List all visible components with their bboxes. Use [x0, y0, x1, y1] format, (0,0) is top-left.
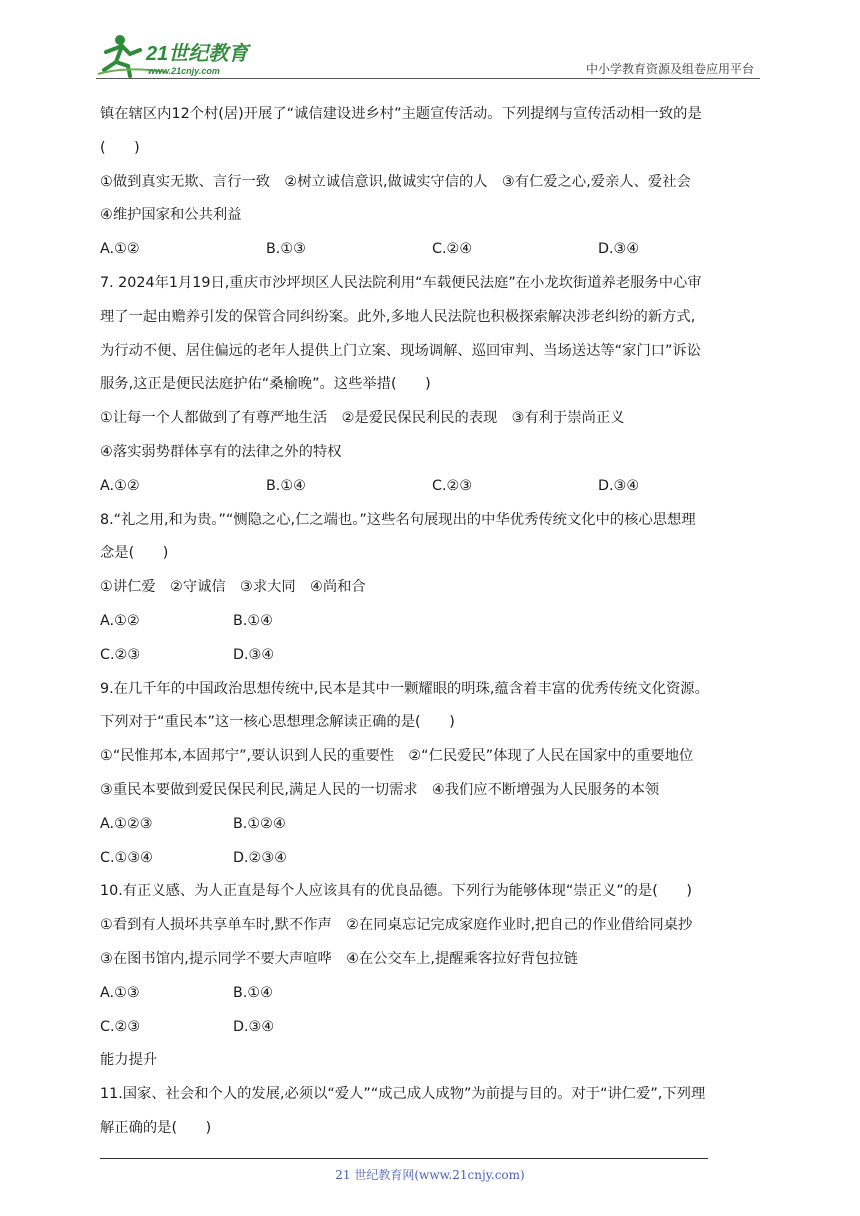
answer-option: C.②③: [432, 477, 473, 494]
answer-options: [100, 977, 764, 1011]
footer-divider: [100, 1158, 708, 1159]
text-line: 8.“礼之用,和为贵。”“恻隐之心,仁之端也。”这些名句展现出的中华优秀传统文化中的核心思想理: [100, 511, 696, 528]
answer-option: D.③④: [598, 477, 640, 494]
site-logo: [96, 30, 276, 80]
text-line: ④维护国家和公共利益: [100, 207, 242, 224]
answer-options: [100, 639, 764, 673]
answer-option: A.①③: [100, 984, 140, 1001]
text-line: ①“民惟邦本,本固邦宁”,要认识到人民的重要性 ②“仁民爱民”体现了人民在国家中的重要地位: [100, 748, 694, 765]
text-line: 下列对于“重民本”这一核心思想理念解读正确的是( ): [100, 714, 455, 731]
answer-option: D.③④: [598, 241, 640, 258]
answer-option: A.①②: [100, 241, 140, 258]
answer-options: [100, 605, 764, 639]
answer-option: A.①②: [100, 477, 140, 494]
answer-options: [100, 842, 764, 876]
text-line: 能力提升: [100, 1052, 158, 1069]
header-divider: [96, 78, 760, 79]
text-line: ①做到真实无欺、言行一致 ②树立诚信意识,做诚实守信的人 ③有仁爱之心,爱亲人、爱社会: [100, 173, 691, 190]
answer-option: D.③④: [233, 646, 275, 663]
answer-option: C.②③: [100, 1018, 141, 1035]
answer-option: A.①②: [100, 612, 140, 629]
text-line: 9.在几千年的中国政治思想传统中,民本是其中一颗耀眼的明珠,蕴含着丰富的优秀传统文化资源。: [100, 680, 709, 697]
text-line: 服务,这正是便民法庭护佑“桑榆晚”。这些举措( ): [100, 376, 431, 393]
answer-option: D.②③④: [233, 849, 288, 866]
answer-option: B.①④: [233, 612, 273, 629]
text-line: 理了一起由赡养引发的保管合同纠纷案。此外,多地人民法院也积极探索解决涉老纠纷的新方式,: [100, 308, 696, 325]
answer-option: C.②④: [432, 241, 473, 258]
text-line: ④落实弱势群体享有的法律之外的特权: [100, 443, 342, 460]
text-line: 为行动不便、居住偏远的老年人提供上门立案、现场调解、巡回审判、当场送达等“家门口”诉讼: [100, 342, 701, 359]
answer-option: C.①③④: [100, 849, 153, 866]
document-body: [100, 98, 764, 1146]
text-line: ③在图书馆内,提示同学不要大声喧哗 ④在公交车上,提醒乘客拉好背包拉链: [100, 950, 578, 967]
answer-option: B.①④: [266, 477, 306, 494]
answer-options: [100, 470, 764, 504]
text-line: 7. 2024年1月19日,重庆市沙坪坝区人民法院利用“车载便民法庭”在小龙坎街道养老服务中心审: [100, 274, 702, 291]
page-header: [96, 30, 760, 80]
text-line: ①讲仁爱 ②守诚信 ③求大同 ④尚和合: [100, 579, 366, 596]
answer-option: B.①③: [266, 241, 306, 258]
text-line: ③重民本要做到爱民保民利民,满足人民的一切需求 ④我们应不断增强为人民服务的本领: [100, 781, 660, 798]
platform-title: 中小学教育资源及组卷应用平台: [585, 62, 754, 76]
answer-option: D.③④: [233, 1018, 275, 1035]
logo-url-text: www.21cnjy.com: [148, 66, 220, 76]
logo-text: 21世纪教育: [146, 43, 249, 65]
text-line: 11.国家、社会和个人的发展,必须以“爱人”“成己成人成物”为前提与目的。对于“讲仁爱”,下列理: [100, 1086, 706, 1103]
answer-option: B.①②④: [233, 815, 286, 832]
answer-option: C.②③: [100, 646, 141, 663]
text-line: 10.有正义感、为人正直是每个人应该具有的优良品德。下列行为能够体现“崇正义”的是( ): [100, 883, 692, 900]
answer-options: [100, 1011, 764, 1045]
text-line: 解正确的是( ): [100, 1119, 212, 1136]
text-line: 念是( ): [100, 545, 169, 562]
answer-option: B.①④: [233, 984, 273, 1001]
answer-options: [100, 808, 764, 842]
text-line: 镇在辖区内12个村(居)开展了“诚信建设进乡村”主题宣传活动。下列提纲与宣传活动相一致的是: [100, 106, 702, 122]
answer-options: [100, 233, 764, 267]
text-line: ( ): [100, 139, 140, 156]
text-line: ①看到有人损坏共享单车时,默不作声 ②在同桌忘记完成家庭作业时,把自己的作业借给同桌抄: [100, 917, 693, 934]
answer-option: A.①②③: [100, 815, 153, 832]
footer-text: 21 世纪教育网(www.21cnjy.com): [335, 1168, 525, 1182]
text-line: ①让每一个人都做到了有尊严地生活 ②是爱民保民利民的表现 ③有利于崇尚正义: [100, 410, 625, 427]
